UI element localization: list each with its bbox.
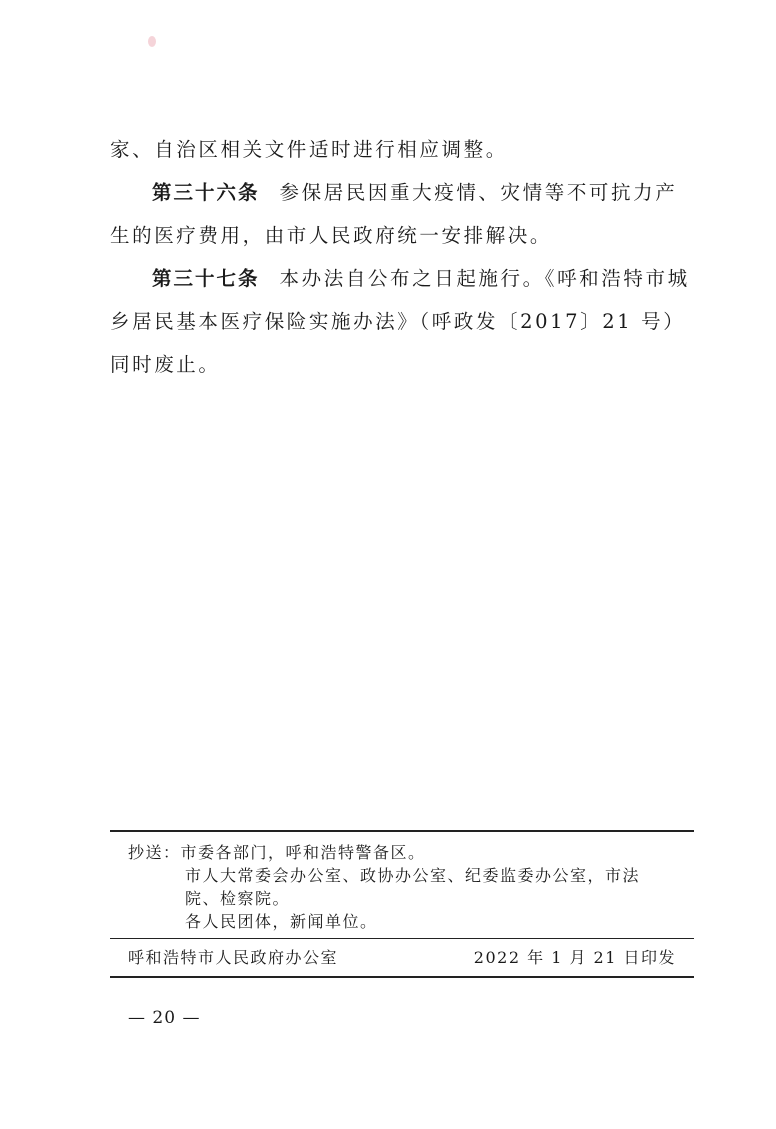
cc-block [128,841,688,933]
cc-recipients-2: 市人大常委会办公室、政协办公室、纪委监委办公室，市法 [185,866,641,885]
article-36 [110,171,695,257]
page-number: — 20 — [128,1008,201,1028]
cc-recipients-1: 市委各部门，呼和浩特警备区。 [180,843,426,862]
issuing-office: 呼和浩特市人民政府办公室 [128,948,339,967]
cc-recipients-4: 各人民团体，新闻单位。 [185,912,378,931]
cc-top-rule [110,830,694,832]
paragraph-continuation: 家、自治区相关文件适时进行相应调整。 [110,138,508,161]
cc-bottom-rule [110,976,694,978]
article-37-text: 本办法自公布之日起施行。《呼和浩特市城乡居民基本医疗保险实施办法》（呼政发〔2017〕21 号）同时废止。 [110,267,690,376]
ink-smudge [148,36,156,47]
article-36-title: 第三十六条 [152,181,260,204]
article-36-text: 参保居民因重大疫情、灾情等不可抗力产生的医疗费用，由市人民政府统一安排解决。 [110,181,678,247]
issuance-row [128,946,676,970]
cc-middle-rule [110,938,694,939]
cc-recipients-3: 院、检察院。 [185,889,291,908]
article-37 [110,257,695,386]
cc-line-1 [128,841,688,864]
issue-date: 2022 年 1 月 21 日印发 [473,948,676,967]
article-37-title: 第三十七条 [152,267,260,290]
body-text [110,128,695,386]
cc-label: 抄送： [128,843,181,862]
